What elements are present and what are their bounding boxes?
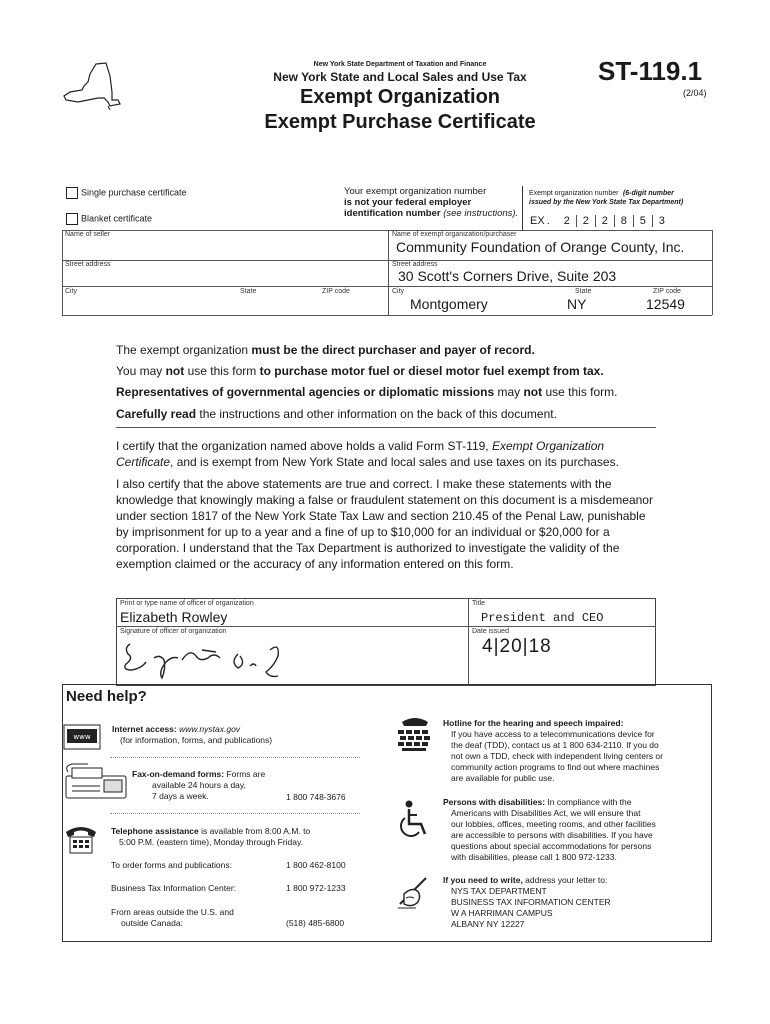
- fax-text-2: available 24 hours a day,: [152, 780, 246, 790]
- notice-motor-fuel: [116, 363, 604, 379]
- form-revision: (2/04): [683, 88, 707, 98]
- disabilities-info: [443, 797, 708, 863]
- svg-text:www: www: [73, 733, 91, 741]
- write-address: [443, 875, 708, 930]
- outside-us: [111, 907, 234, 929]
- notice-representatives: [116, 384, 617, 400]
- disabilities-line: our lobbies, offices, meeting rooms, and other facilities: [451, 819, 656, 829]
- purchaser-street-value[interactable]: 30 Scott's Corners Drive, Suite 203: [398, 268, 617, 284]
- agency-title: New York State and Local Sales and Use Tax: [273, 70, 527, 84]
- notice-2-mid: use this form: [184, 364, 260, 378]
- notice-1-bold: must be the direct purchaser and payer of record.: [251, 343, 535, 357]
- disabilities-line: with disabilities, please call 1 800 972-1233.: [451, 852, 617, 862]
- purchaser-state-label: State: [575, 288, 592, 295]
- certification-paragraph-1: [116, 438, 656, 470]
- signature-label: Signature of officer of organization: [120, 628, 227, 635]
- internet-label: Internet access:: [112, 724, 177, 734]
- blanket-checkbox[interactable]: [66, 213, 78, 225]
- internet-access: [112, 724, 272, 746]
- exempt-number-label: Exempt organization number: [529, 190, 619, 197]
- single-purchase-checkbox[interactable]: [66, 187, 78, 199]
- address-line: NYS TAX DEPARTMENT: [451, 886, 547, 896]
- fax-text-1: Forms are: [224, 769, 266, 779]
- exempt-digit: 2: [563, 215, 570, 227]
- outside-label-2: outside Canada:: [121, 918, 183, 928]
- seller-zip-label: ZIP code: [322, 288, 350, 295]
- notice-3-mid: may: [494, 385, 524, 399]
- telephone-assistance: [111, 826, 310, 848]
- signature[interactable]: [120, 632, 320, 682]
- title-label: Title: [472, 600, 485, 607]
- purchaser-city-value[interactable]: Montgomery: [410, 296, 488, 312]
- tdd-line: are available for public use.: [451, 773, 555, 783]
- single-purchase-label: Single purchase certificate: [81, 187, 187, 198]
- exempt-digit: 5: [639, 215, 646, 227]
- seller-state-label: State: [240, 288, 257, 295]
- single-purchase-option[interactable]: [66, 187, 187, 199]
- cert-p1-italic: Exempt Organization Certificate: [116, 439, 605, 469]
- cert-p1-pre: I certify that the organization named above holds a valid Form ST-119,: [116, 439, 492, 453]
- ein-note: [344, 186, 518, 219]
- date-issued-label: Date issued: [472, 628, 509, 635]
- notice-4-bold: Carefully read: [116, 407, 197, 421]
- exempt-number-label-2: issued by the New York State Tax Department): [529, 199, 684, 206]
- exempt-digit: 2: [582, 215, 589, 227]
- telephone-icon: [64, 824, 98, 854]
- disabilities-first: In compliance with the: [545, 797, 632, 807]
- phone-label: Telephone assistance: [111, 826, 199, 836]
- order-forms-phone: 1 800 462-8100: [286, 860, 346, 870]
- phone-text-2: 5:00 P.M. (eastern time), Monday through Friday.: [119, 837, 303, 847]
- fax-text-3: 7 days a week.: [152, 791, 209, 801]
- title-value[interactable]: President and CEO: [481, 611, 604, 625]
- tdd-line: community action programs to find out where machines: [451, 762, 660, 772]
- seller-name-label: Name of seller: [65, 231, 111, 238]
- address-line: BUSINESS TAX INFORMATION CENTER: [451, 897, 611, 907]
- write-label: If you need to write,: [443, 875, 523, 885]
- disabilities-line: questions about special accommodations for persons: [451, 841, 652, 851]
- tdd-line: If you have access to a telecommunications device for: [451, 729, 655, 739]
- help-heading: Need help?: [66, 688, 147, 705]
- exempt-digit: 3: [658, 215, 665, 227]
- blanket-option[interactable]: [66, 213, 152, 225]
- purchaser-zip-value[interactable]: 12549: [646, 296, 685, 312]
- wheelchair-icon: [397, 800, 431, 840]
- tdd-line: the deaf (TDD), contact us at 1 800 634-2110. If you do: [451, 740, 659, 750]
- tdd-line: not own a TDD, check with independent living centers or: [451, 751, 663, 761]
- computer-icon: [63, 724, 101, 750]
- btic-label: Business Tax Information Center:: [111, 883, 237, 893]
- address-line: ALBANY NY 12227: [451, 919, 525, 929]
- certification-paragraph-2: I also certify that the above statements are true and correct. I make these statements with the knowledge that knowingly making a false or fraudulent statement on this document is a misdemeanor under section 1817 of the New York State Tax Law and section 210.45 of the Penal Law, punishable by imprisonment for up to a year and a fine of up to $10,000 for an individual or $20,000 for a corporation. I understand that the Tax Department is authorized to investigate the validity of the exemption claimed or the accuracy of any information entered on this form.: [116, 477, 653, 571]
- purchaser-name-label: Name of exempt organization/purchaser: [392, 231, 517, 238]
- write-first: address your letter to:: [522, 875, 608, 885]
- purchaser-street-label: Street address: [392, 261, 438, 268]
- date-issued-value[interactable]: 4|20|18: [482, 636, 552, 657]
- notice-2-bold-2: to purchase motor fuel or diesel motor fuel exempt from tax.: [259, 364, 604, 378]
- btic-phone: 1 800 972-1233: [286, 883, 346, 893]
- cert-p1-post: , and is exempt from New York State and local sales and use taxes on its purchases.: [170, 455, 619, 469]
- outside-label-1: From areas outside the U.S. and: [111, 907, 234, 917]
- seller-name-field[interactable]: [64, 240, 386, 259]
- purchaser-state-value[interactable]: NY: [567, 296, 587, 312]
- ein-note-line2: is not your federal employer: [344, 197, 472, 208]
- seller-street-field[interactable]: [64, 270, 386, 285]
- tdd-device-icon: [396, 716, 434, 752]
- notice-3-bold-2: not: [523, 385, 543, 399]
- officer-name-value[interactable]: Elizabeth Rowley: [120, 609, 228, 625]
- form-title: Exempt Organization: [299, 86, 501, 108]
- form-subtitle: Exempt Purchase Certificate: [264, 111, 536, 133]
- notice-3-post: use this form.: [542, 385, 618, 399]
- fax-phone: 1 800 748-3676: [286, 792, 346, 802]
- disabilities-line: are accessible to persons with disabilities. If you have: [451, 830, 653, 840]
- seller-street-label: Street address: [65, 261, 111, 268]
- notice-1-text: The exempt organization: [116, 343, 252, 357]
- tdd-hotline: [443, 718, 708, 784]
- exempt-digit: 2: [601, 215, 608, 227]
- purchaser-name-value[interactable]: Community Foundation of Orange County, Inc.: [396, 239, 685, 255]
- order-forms-label: To order forms and publications:: [111, 860, 232, 870]
- seller-city-field[interactable]: [64, 297, 386, 314]
- purchaser-city-label: City: [392, 288, 405, 295]
- notice-2-bold: not: [165, 364, 185, 378]
- disabilities-label: Persons with disabilities:: [443, 797, 546, 807]
- fax-machine-icon: [62, 762, 132, 804]
- exempt-number-hint: (6-digit number: [622, 190, 674, 197]
- fax-label: Fax-on-demand forms:: [132, 769, 225, 779]
- notice-4-post: the instructions and other information on the back of this document.: [196, 407, 557, 421]
- outside-phone: (518) 485-6800: [286, 918, 345, 928]
- form-number: ST-119.1: [598, 56, 703, 86]
- tdd-label: Hotline for the hearing and speech impaired:: [443, 718, 624, 728]
- purchaser-zip-label: ZIP code: [653, 288, 681, 295]
- disabilities-line: Americans with Disabilities Act, we will ensure that: [451, 808, 641, 818]
- internet-note: (for information, forms, and publications): [120, 735, 273, 745]
- ny-state-outline-icon: [58, 62, 122, 110]
- address-line: W A HARRIMAN CAMPUS: [451, 908, 553, 918]
- exempt-digit: 8: [620, 215, 627, 227]
- officer-name-label: Print or type name of officer of organization: [120, 600, 254, 607]
- writing-hand-icon: [396, 874, 432, 910]
- notice-3-bold: Representatives of governmental agencies or diplomatic missions: [116, 385, 495, 399]
- notice-2-text: You may: [116, 364, 166, 378]
- notice-direct-purchaser: [116, 342, 535, 358]
- phone-text-1: is available from 8:00 A.M. to: [198, 826, 311, 836]
- ein-note-line1: Your exempt organization number: [344, 186, 487, 197]
- blanket-label: Blanket certificate: [81, 213, 153, 224]
- department-name: New York State Department of Taxation and Finance: [313, 61, 487, 68]
- exempt-number-prefix: EX: [530, 215, 545, 227]
- internet-link[interactable]: www.nystax.gov: [179, 724, 241, 734]
- notice-carefully-read: [116, 406, 557, 422]
- fax-on-demand: [132, 769, 265, 802]
- ein-note-line3: identification number: [344, 208, 441, 219]
- exempt-number-field[interactable]: EX . 2 2 2 8 5 3: [522, 212, 712, 230]
- ein-note-line3-italic: (see instructions).: [443, 208, 519, 219]
- seller-city-label: City: [65, 288, 78, 295]
